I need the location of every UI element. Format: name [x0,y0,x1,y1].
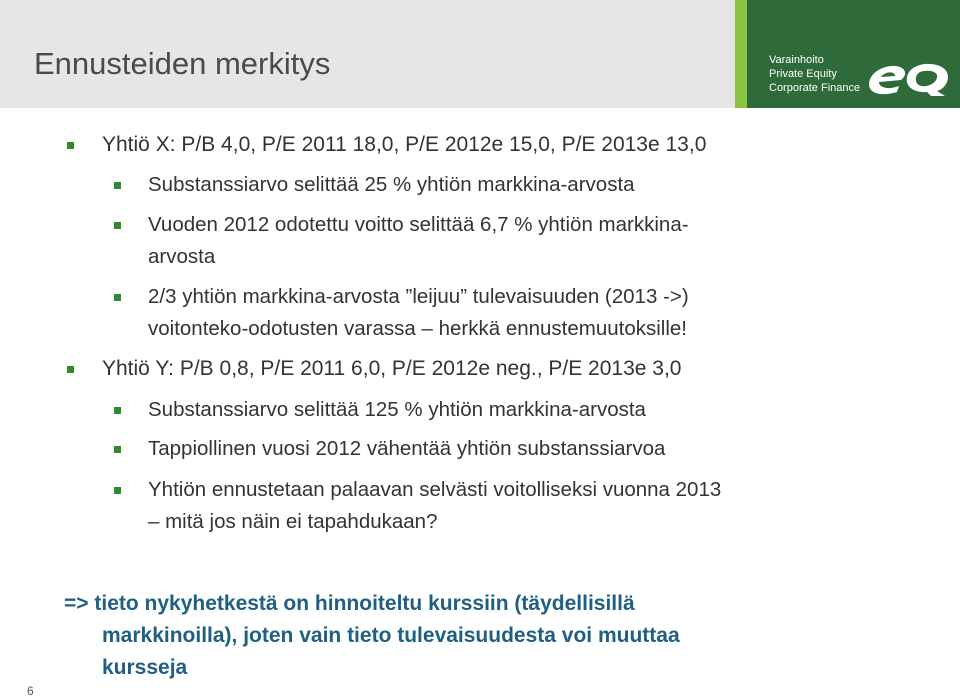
sub-bullet-voitto-line2: arvosta [148,245,216,268]
logo-stripe [735,0,747,108]
sub-bullet-tappiollinen: Tappiollinen vuosi 2012 vähentää yhtiön substanssiarvoa [148,437,666,460]
bullet-yhtio-x: Yhtiö X: P/B 4,0, P/E 2011 18,0, P/E 2012e 15,0, P/E 2013e 13,0 [102,133,707,156]
bullet-marker [114,407,121,414]
logo-text [769,53,860,95]
conclusion-line1: => tieto nykyhetkestä on hinnoiteltu kurssiin (täydellisillä [64,592,635,615]
bullet-marker [114,182,121,189]
bullet-marker [67,366,74,373]
sub-bullet-ennuste-line1: Yhtiön ennustetaan palaavan selvästi voitolliseksi vuonna 2013 [148,478,722,501]
sub-bullet-ennuste-line2: – mitä jos näin ei tapahdukaan? [148,510,438,533]
sub-bullet-voitto-line1: Vuoden 2012 odotettu voitto selittää 6,7 % yhtiön markkina- [148,213,689,236]
logo-line-corporate-finance: Corporate Finance [769,82,861,94]
title-band [0,0,735,108]
page-number: 6 [27,684,34,698]
bullet-marker [114,487,121,494]
sub-bullet-substanssiarvo: Substanssiarvo selittää 25 % yhtiön markkina-arvosta [148,173,635,196]
bullet-marker [114,294,121,301]
slide-title: Ennusteiden merkitys [34,46,331,81]
bullet-yhtio-y: Yhtiö Y: P/B 0,8, P/E 2011 6,0, P/E 2012e neg., P/E 2013e 3,0 [102,357,682,380]
sub-bullet-leijuu-line2: voitonteko-odotusten varassa – herkkä ennustemuutoksille! [148,317,688,340]
sub-bullet-substanssiarvo-125: Substanssiarvo selittää 125 % yhtiön markkina-arvosta [148,398,646,421]
conclusion-text [64,588,864,684]
sub-bullet-leijuu-line1: 2/3 yhtiön markkina-arvosta ”leijuu” tulevaisuuden (2013 ->) [148,285,689,308]
conclusion-line3: kursseja [102,656,188,679]
bullet-marker [114,222,121,229]
bullet-marker [114,446,121,453]
eq-logo [735,0,960,108]
conclusion-line2: markkinoilla), joten vain tieto tulevaisuudesta voi muuttaa [102,624,680,647]
eq-logo-mark [865,60,951,96]
logo-line-private-equity: Private Equity [769,68,837,80]
logo-line-varainhoito: Varainhoito [769,54,824,66]
bullet-marker [67,142,74,149]
